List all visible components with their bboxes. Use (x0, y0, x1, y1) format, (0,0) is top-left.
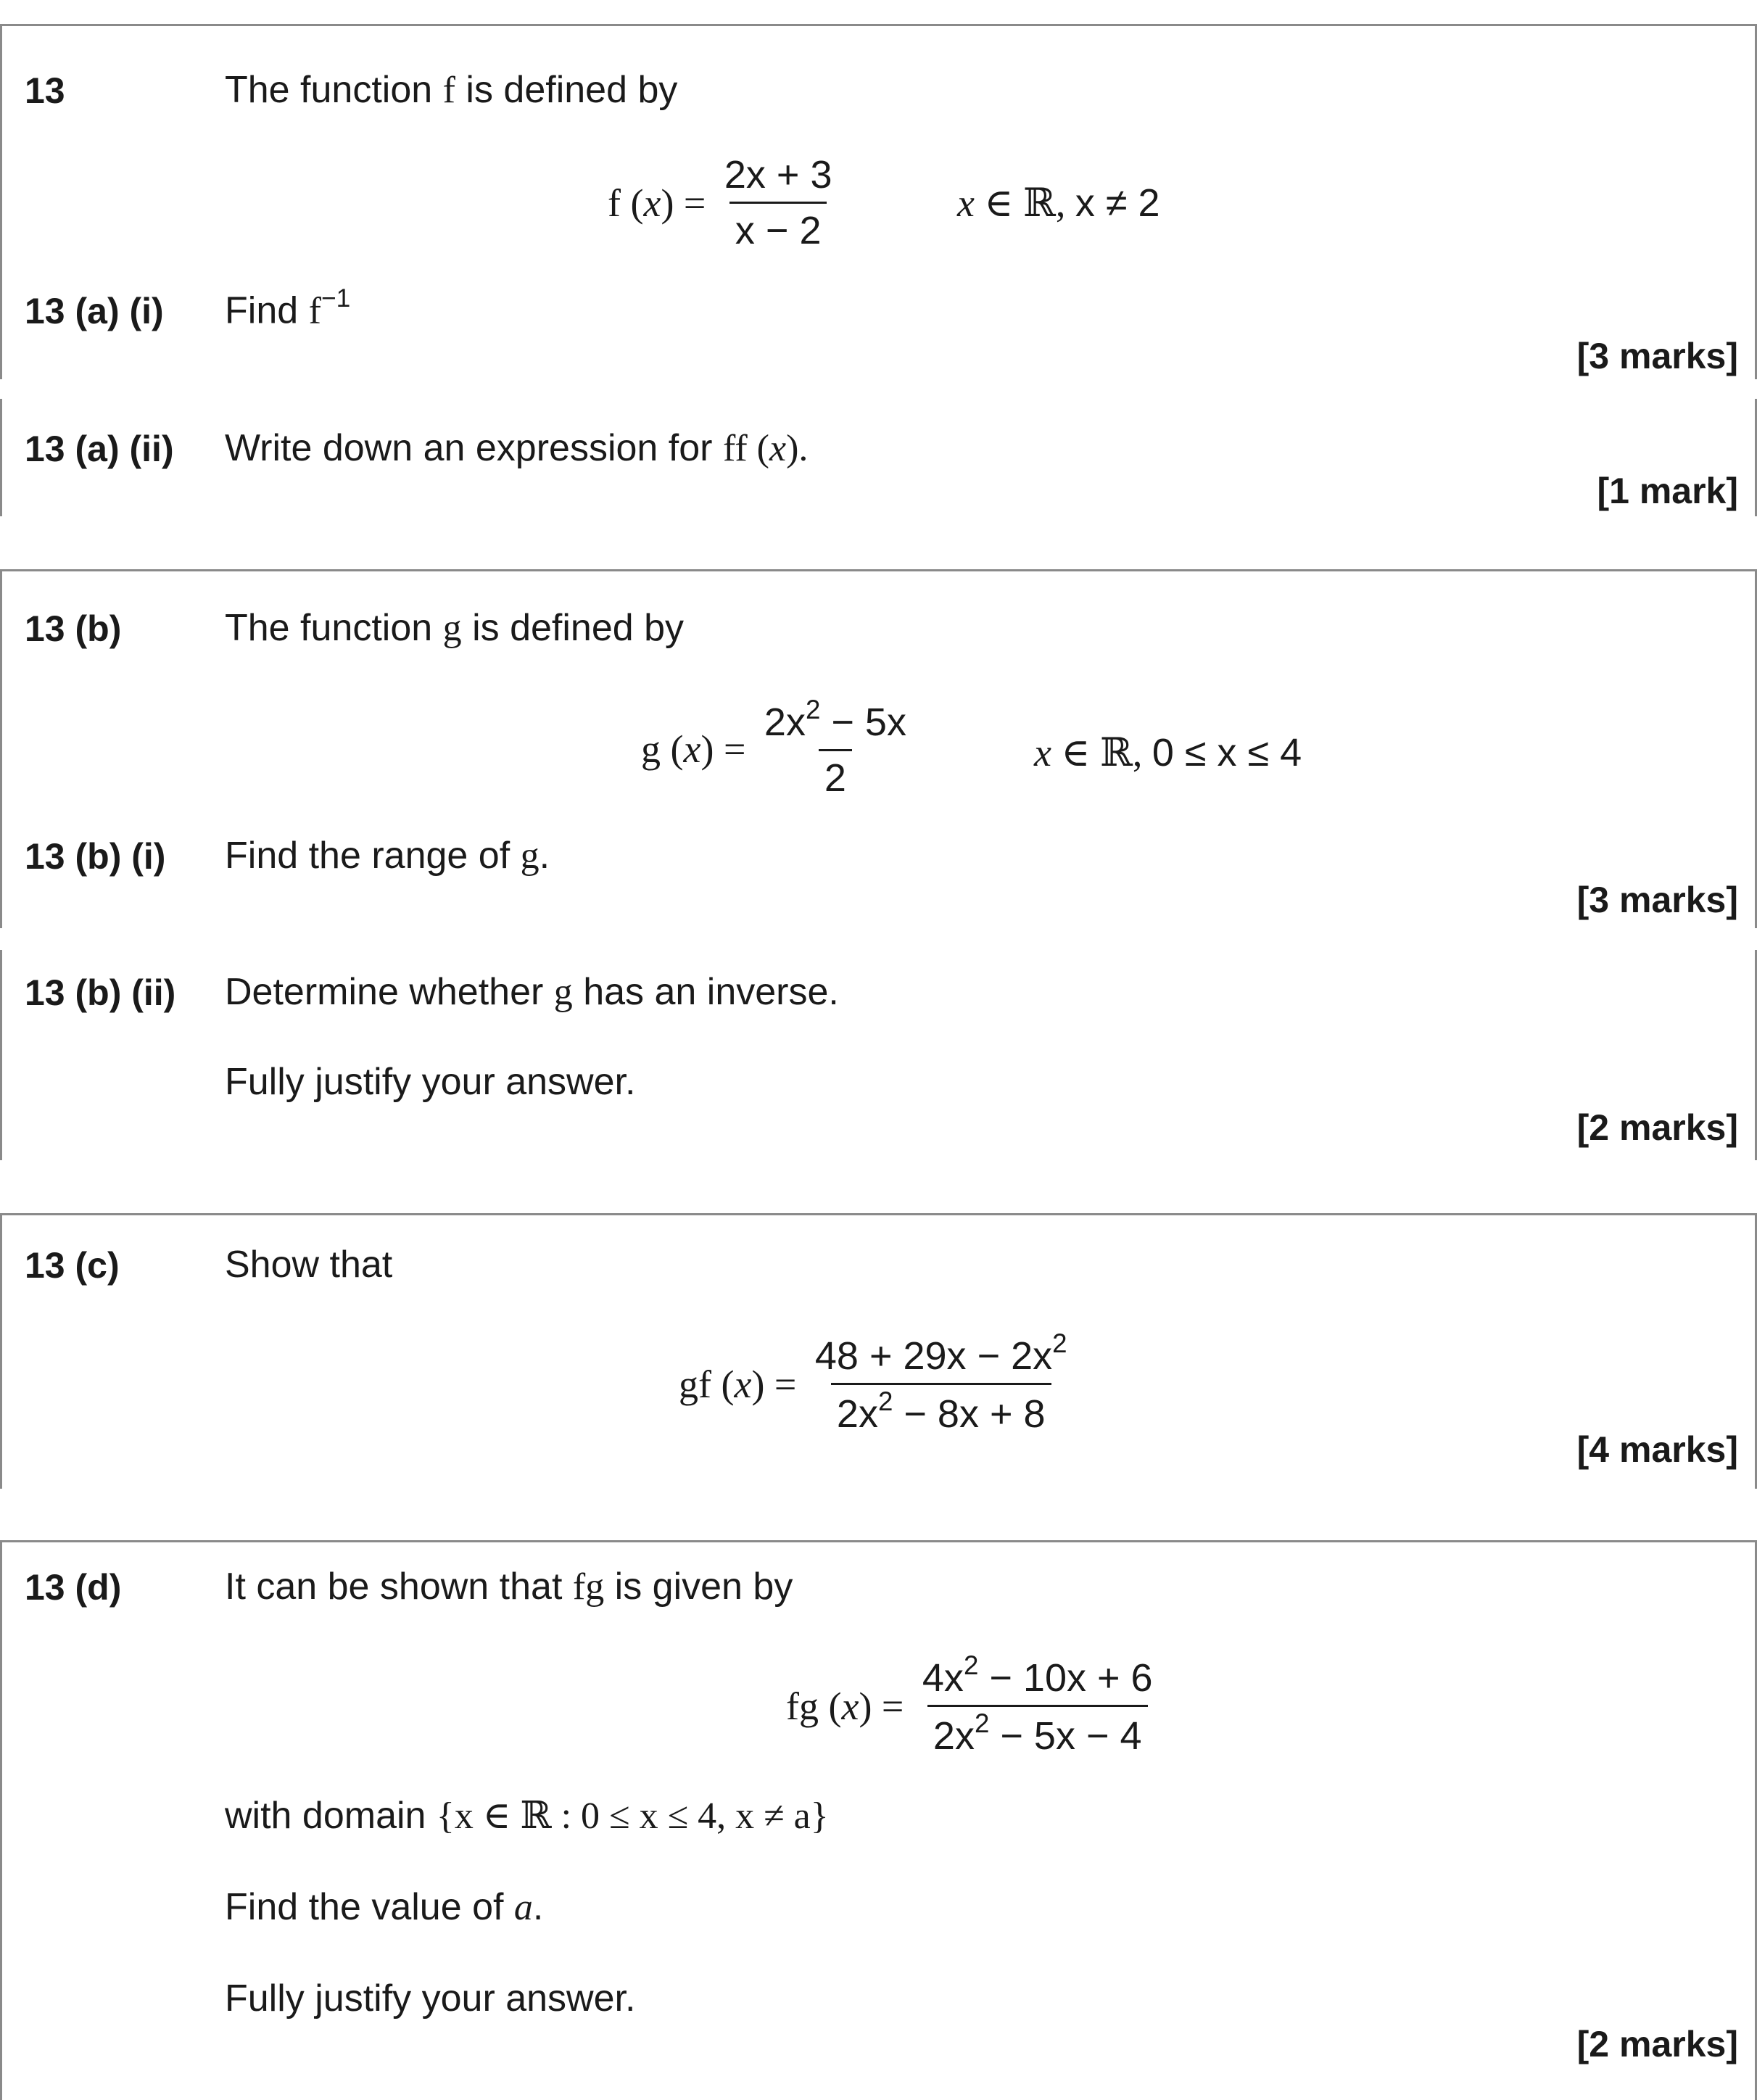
fg-den-exp: 2 (974, 1708, 990, 1739)
fg-den-b: − 5x − 4 (1000, 1714, 1142, 1758)
f-domain-cond: x ≠ 2 (1075, 181, 1160, 225)
frame-left-b (0, 569, 2, 928)
a-i-fn: f (308, 290, 321, 332)
question-label-b-i: 13 (b) (i) (25, 836, 166, 877)
a-ii-post: ). (786, 428, 809, 469)
frame-top-b (0, 569, 1757, 571)
g-domain-cond: 0 ≤ x ≤ 4 (1152, 730, 1302, 774)
frame-top-c (0, 1213, 1757, 1215)
fg-num-b: − 10x + 6 (989, 1656, 1153, 1700)
frame-left-c (0, 1213, 2, 1489)
b-intro-post: is defined by (472, 607, 685, 649)
d-find-post: . (532, 1886, 544, 1928)
frame-top-d (0, 1540, 1757, 1542)
question-label-b: 13 (b) (25, 608, 122, 649)
frame-left-d (0, 1540, 2, 2100)
question-label-a-ii: 13 (a) (ii) (25, 429, 174, 469)
g-domain-var: x (1034, 730, 1051, 774)
f-domain-var: x (957, 181, 975, 225)
g-def-numerator (758, 695, 912, 749)
b-intro (225, 606, 684, 650)
q13-intro (225, 68, 677, 112)
b-ii-justify: Fully justify your answer. (225, 1061, 636, 1103)
fg-lhs: fg (786, 1684, 819, 1728)
g-def-denominator: 2 (819, 749, 852, 801)
marks-a-ii: [1 mark] (1597, 471, 1738, 511)
d-intro (225, 1565, 793, 1608)
a-ii-text: Write down an expression for ff (x). (225, 427, 809, 469)
g-num-exp: 2 (805, 695, 821, 725)
q13-intro-fn: f (442, 70, 455, 111)
c-text: Show that (225, 1244, 393, 1286)
gf-denominator (831, 1383, 1051, 1436)
b-i-post: . (539, 835, 550, 877)
gf-den-a: 2x (836, 1392, 878, 1436)
a-i-exponent: −1 (321, 284, 351, 313)
f-def-lhs: f (608, 181, 621, 225)
f-def-fraction (719, 152, 838, 253)
a-i-find: Find (225, 289, 299, 332)
g-domain: x ∈ ℝ , 0 ≤ x ≤ 4 (1034, 730, 1302, 774)
d-domain-text: with domain (225, 1795, 426, 1837)
d-intro-post: is given by (614, 1566, 793, 1608)
marks-a-i: [3 marks] (1576, 336, 1738, 376)
fg-den-a: 2x (933, 1714, 975, 1758)
fg-num-a: 4x (922, 1656, 964, 1700)
b-i-fn: g (520, 835, 539, 877)
marks-b-i: [3 marks] (1576, 880, 1738, 920)
b-ii-fn: g (553, 972, 573, 1013)
b-intro-pre: The function (225, 607, 433, 649)
marks-d: [2 marks] (1576, 2024, 1738, 2064)
fg-num-exp: 2 (963, 1650, 979, 1681)
q13-intro-post: is defined by (466, 69, 678, 111)
gf-num-a: 48 + 29x − 2x (814, 1334, 1053, 1378)
gf-numerator (809, 1328, 1073, 1383)
g-definition: g ( x ) = $\frac{2x^2 - 5x}{2}$ (641, 698, 915, 801)
b-intro-fn: g (442, 608, 462, 649)
a-ii-expr: ff (722, 428, 748, 469)
question-label-c: 13 (c) (25, 1245, 120, 1286)
frame-left-a-ii (0, 399, 2, 516)
g-def-lhs: g (641, 727, 661, 771)
f-def-denominator: x − 2 (729, 202, 827, 253)
d-justify: Fully justify your answer. (225, 1977, 636, 2020)
d-find (225, 1885, 543, 1929)
b-i-text (225, 834, 550, 877)
f-domain: x ∈ ℝ , x ≠ 2 (957, 181, 1160, 225)
marks-c: [4 marks] (1576, 1429, 1738, 1470)
gf-num-exp: 2 (1052, 1328, 1067, 1359)
d-intro-pre: It can be shown that (225, 1566, 563, 1608)
frame-left-q13 (0, 24, 2, 379)
g-domain-set: ℝ (1099, 731, 1133, 774)
question-label-a-i: 13 (a) (i) (25, 291, 164, 331)
a-i-text (225, 284, 351, 332)
question-label-d: 13 (d) (25, 1567, 122, 1608)
marks-b-ii: [2 marks] (1576, 1107, 1738, 1148)
frame-top-q13 (0, 24, 1757, 26)
fg-denominator (927, 1705, 1148, 1758)
d-domain (225, 1794, 829, 1838)
d-intro-fn: fg (572, 1566, 605, 1608)
d-find-var: a (513, 1887, 533, 1928)
question-label-b-ii: 13 (b) (ii) (25, 972, 176, 1013)
question-label-13: 13 (25, 70, 65, 111)
g-def-var: x (683, 727, 701, 771)
frame-left-b-ii (0, 950, 2, 1160)
gf-den-b: − 8x + 8 (904, 1392, 1046, 1436)
b-ii-pre: Determine whether (225, 971, 544, 1013)
g-def-fraction (758, 695, 912, 801)
a-ii-var: x (769, 428, 787, 469)
f-def-var: x (643, 181, 661, 225)
gf-fraction (809, 1328, 1073, 1436)
fg-expression: fg ( x ) = $\frac{4x^2 - 10x + 6}{2x^2 - 5x - 4}$ (786, 1653, 1162, 1758)
d-domain-set: {x ∈ ℝ : 0 ≤ x ≤ 4, x ≠ a} (436, 1795, 829, 1837)
gf-expression: gf ( x ) = $\frac{48 + 29x - 2x^2}{2x^2 - 8x + 8}$ (679, 1331, 1076, 1436)
gf-den-exp: 2 (877, 1386, 893, 1417)
fg-numerator (917, 1650, 1159, 1705)
b-ii-text (225, 970, 839, 1014)
fg-var: x (841, 1684, 859, 1728)
g-num-b: − 5x (831, 700, 906, 744)
f-definition: f ( x ) = $\frac{2x + 3}{x - 2}$ (608, 152, 841, 253)
d-find-pre: Find the value of (225, 1886, 504, 1928)
b-i-prefix: Find the range of (225, 835, 510, 877)
gf-lhs: gf (679, 1362, 711, 1406)
gf-var: x (734, 1362, 752, 1406)
f-domain-set: ℝ (1022, 181, 1056, 225)
g-num-a: 2x (764, 700, 806, 744)
f-def-numerator: 2x + 3 (724, 153, 832, 197)
a-ii-prefix: Write down an expression for (225, 427, 713, 469)
fg-fraction (917, 1650, 1159, 1758)
b-ii-post: has an inverse. (583, 971, 839, 1013)
q13-intro-pre: The function (225, 69, 433, 111)
